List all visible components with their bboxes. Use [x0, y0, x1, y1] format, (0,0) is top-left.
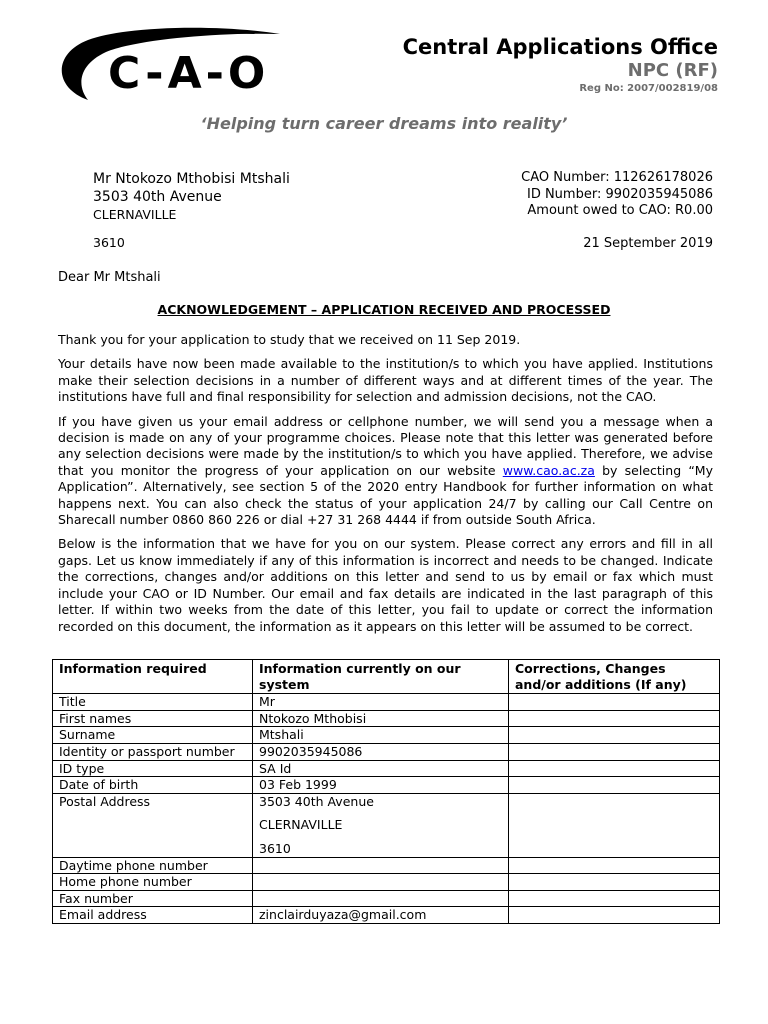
cao-number: CAO Number: 112626178026 — [521, 170, 713, 185]
recipient-postal-code: 3610 — [93, 235, 125, 250]
organisation-name: Central Applications Office — [402, 35, 718, 59]
row-value-first-names: Ntokozo Mthobisi — [253, 710, 509, 727]
cao-logo — [48, 22, 298, 114]
table-header-row — [53, 660, 720, 694]
tagline: ‘Helping turn career dreams into reality’ — [200, 114, 568, 133]
row-value-identity-number: 9902035945086 — [253, 743, 509, 760]
row-value-date-of-birth: 03 Feb 1999 — [253, 777, 509, 794]
row-label-home-phone: Home phone number — [53, 874, 253, 891]
row-value-email-address: zinclairduyaza@gmail.com — [253, 907, 509, 924]
cao-website-link[interactable]: www.cao.ac.za — [502, 462, 595, 478]
recipient-town: CLERNAVILLE — [93, 207, 177, 222]
row-label-postal-address: Postal Address — [53, 793, 253, 857]
paragraph-notifications-part1: If you have given us your email address or cellphone number, we will send you a message when a decision is made on any of your programme choices. Please note that this letter was generated before any selection decisions were made by the institution/s to which you have applied. Therefore, we advise that you monitor the progress of your application on our website — [58, 413, 713, 478]
paragraph-corrections: Below is the information that we have for you on our system. Please correct any errors and fill in all gaps. Let us know immediately if any of this information is incorrect and needs to be changed. Indicate the corrections, changes and/or additions on this letter and send to us by email or fax which must include your CAO or ID Number. Our email and fax details are indicated in the last paragraph of this letter. If within two weeks from the date of this letter, you fail to update or correct the information recorded on this document, the information as it appears on this letter will be assumed to be correct. — [58, 536, 713, 634]
reference-block — [521, 170, 713, 220]
table-row — [53, 743, 720, 760]
paragraph-notifications-part2: by selecting “My Application”. Alternatively, see section 5 of the 2020 entry Handbook for further information on what happens next. You can also check the status of your application 24/7 by calling our Call Centre on Sharecall number 0860 860 226 or dial +27 31 268 4444 if from outside South Africa. — [58, 462, 713, 528]
table-row — [53, 874, 720, 891]
correction-cell-title[interactable] — [509, 694, 720, 711]
row-label-email-address: Email address — [53, 907, 253, 924]
id-number: ID Number: 9902035945086 — [526, 186, 713, 202]
table-row — [53, 857, 720, 874]
paragraph-institutions: Your details have now been made available to the institution/s to which you have applied. Institutions make their selection decisions in a number of different ways and at different times of the year. The institutions have full and final responsibility for selection and admission decisions, not the CAO. — [58, 356, 713, 405]
header-information-required: Information required — [53, 660, 253, 694]
row-label-daytime-phone: Daytime phone number — [53, 857, 253, 874]
table-row — [53, 710, 720, 727]
table-row — [53, 793, 720, 857]
row-label-first-names: First names — [53, 710, 253, 727]
row-label-title: Title — [53, 694, 253, 711]
recipient-address — [93, 170, 290, 252]
postal-town: CLERNAVILLE — [259, 817, 343, 833]
correction-cell-first-names[interactable] — [509, 710, 720, 727]
correction-cell-id-type[interactable] — [509, 760, 720, 777]
header-corrections: Corrections, Changes and/or additions (If any) — [509, 660, 720, 694]
postal-street: 3503 40th Avenue — [259, 793, 374, 809]
correction-cell-daytime-phone[interactable] — [509, 857, 720, 874]
row-label-date-of-birth: Date of birth — [53, 777, 253, 794]
row-value-home-phone — [253, 874, 509, 891]
organisation-reg-number: Reg No: 2007/002819/08 — [579, 83, 718, 94]
row-value-surname: Mtshali — [253, 727, 509, 744]
row-label-surname: Surname — [53, 727, 253, 744]
row-value-title: Mr — [253, 694, 509, 711]
letter-body — [58, 332, 713, 643]
table-row — [53, 727, 720, 744]
logo-text: C-A-O — [108, 48, 270, 99]
row-label-fax-number: Fax number — [53, 890, 253, 907]
salutation: Dear Mr Mtshali — [58, 270, 161, 285]
recipient-name: Mr Ntokozo Mthobisi Mtshali — [93, 171, 290, 187]
table-row — [53, 890, 720, 907]
table-row — [53, 777, 720, 794]
letter-heading: ACKNOWLEDGEMENT – APPLICATION RECEIVED AND PROCESSED — [157, 302, 611, 317]
header-information-on-system: Information currently on our system — [253, 660, 509, 694]
organisation-npc: NPC (RF) — [627, 60, 718, 81]
table-row — [53, 760, 720, 777]
correction-cell-date-of-birth[interactable] — [509, 777, 720, 794]
correction-cell-fax-number[interactable] — [509, 890, 720, 907]
row-label-id-type: ID type — [53, 760, 253, 777]
table-row — [53, 907, 720, 924]
information-table — [52, 659, 720, 924]
paragraph-received: Thank you for your application to study that we received on 11 Sep 2019. — [58, 332, 521, 347]
row-value-fax-number — [253, 890, 509, 907]
row-label-identity-number: Identity or passport number — [53, 743, 253, 760]
row-value-id-type: SA Id — [253, 760, 509, 777]
amount-owed: Amount owed to CAO: R0.00 — [527, 203, 713, 218]
row-value-daytime-phone — [253, 857, 509, 874]
correction-cell-identity-number[interactable] — [509, 743, 720, 760]
paragraph-notifications — [58, 414, 713, 529]
correction-cell-postal-address[interactable] — [509, 793, 720, 857]
correction-cell-email-address[interactable] — [509, 907, 720, 924]
table-row — [53, 694, 720, 711]
correction-cell-home-phone[interactable] — [509, 874, 720, 891]
postal-code: 3610 — [259, 840, 291, 856]
recipient-street: 3503 40th Avenue — [93, 189, 222, 205]
row-value-postal-address — [253, 793, 509, 857]
letter-date: 21 September 2019 — [583, 236, 713, 251]
organisation-block — [403, 34, 718, 96]
correction-cell-surname[interactable] — [509, 727, 720, 744]
